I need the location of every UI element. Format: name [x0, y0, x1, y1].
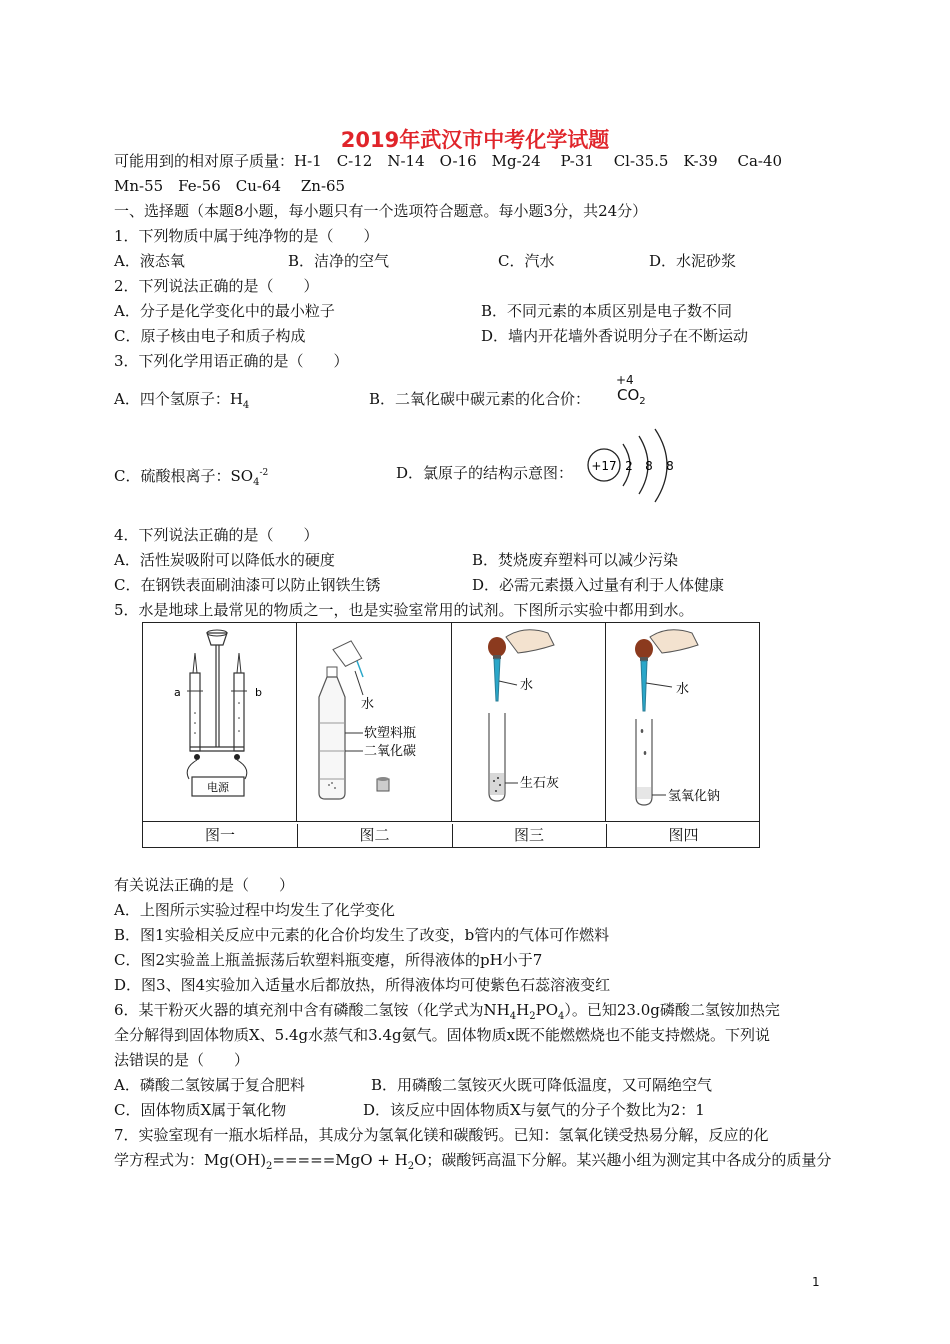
q6-mid2: PO [535, 1001, 558, 1019]
q6-mid1: H [516, 1001, 530, 1019]
q6-option-b: B．用磷酸二氢铵灭火既可降低温度，又可隔绝空气 [371, 1076, 713, 1094]
chlorine-atom-diagram [585, 428, 685, 504]
q7-line1: 7．实验室现有一瓶水垢样品，其成分为氢氧化镁和碳酸钙。已知：氢氧化镁受热易分解，反应的化 [114, 1126, 769, 1144]
q4-option-b: B．焚烧废弃塑料可以减少污染 [472, 551, 679, 569]
q3-co2-sub: 2 [639, 396, 646, 407]
fig4-solid-label: 氢氧化钠 [668, 789, 721, 804]
naoh-apparatus [606, 623, 761, 821]
q5-stem: 5．水是地球上最常见的物质之一，也是实验室常用的试剂。下图所示实验中都用到水。 [114, 601, 694, 619]
q7-line2-pre: 学方程式为：Mg(OH) [114, 1151, 267, 1169]
section-heading: 一、选择题（本题8小题，每小题只有一个选项符合题意。每小题3分，共24分） [114, 202, 648, 220]
q6-line1-post: ）。已知23.0g磷酸二氢铵加热完 [564, 1001, 780, 1019]
electrolysis-apparatus [143, 623, 297, 821]
q3-valence: +4 [616, 373, 634, 387]
q3-option-a-sub: 4 [242, 400, 250, 411]
q3-option-d: D．氯原子的结构示意图： [396, 464, 574, 482]
shell-electrons-1: 2 [625, 459, 633, 473]
q2-option-d: D．墙内开花墙外香说明分子在不断运动 [481, 327, 749, 345]
atomic-masses-line1: 可能用到的相对原子质量：H-1 C-12 N-14 O-16 Mg-24 P-31 Cl-35.5 K-39 Ca-40 [114, 152, 783, 170]
nucleus-charge: +17 [591, 459, 617, 473]
fig3-solid-label: 生石灰 [520, 776, 560, 791]
q3-option-c [114, 463, 268, 486]
q4-option-d: D．必需元素摄入过量有利于人体健康 [472, 576, 725, 594]
q3-co2-formula [617, 386, 646, 407]
q5-option-b: B．图1实验相关反应中元素的化合价均发生了改变，b管内的气体可作燃料 [114, 926, 610, 944]
q1-option-c: C．汽水 [498, 252, 555, 270]
q6-sub2: 2 [529, 1011, 536, 1022]
q6-line3: 法错误的是（ ） [114, 1051, 250, 1069]
q1-option-d: D．水泥砂浆 [649, 252, 737, 270]
q5-followup: 有关说法正确的是（ ） [114, 876, 295, 894]
q3-option-c-sub: 4 [253, 477, 260, 488]
figure-4-cell [606, 623, 761, 821]
q5-option-d: D．图3、图4实验加入适量水后都放热，所得液体均可使紫色石蕊溶液变红 [114, 976, 611, 994]
caption-fig4: 图四 [668, 826, 699, 844]
q2-option-c: C．原子核由电子和质子构成 [114, 327, 306, 345]
q6-option-d: D．该反应中固体物质X与氨气的分子个数比为2：1 [363, 1101, 705, 1119]
q6-option-c: C．固体物质X属于氧化物 [114, 1101, 287, 1119]
atomic-masses-line2: Mn-55 Fe-56 Cu-64 Zn-65 [114, 177, 346, 195]
figure-table [142, 622, 760, 848]
figure-3-cell [452, 623, 606, 821]
q2-stem: 2．下列说法正确的是（ ） [114, 277, 319, 295]
q4-option-c: C．在钢铁表面刷油漆可以防止钢铁生锈 [114, 576, 381, 594]
q3-option-a [114, 389, 249, 409]
caption-fig1: 图一 [143, 824, 298, 848]
q2-option-b: B．不同元素的本质区别是电子数不同 [481, 302, 733, 320]
shell-electrons-2: 8 [645, 459, 653, 473]
q1-stem: 1．下列物质中属于纯净物的是（ ） [114, 227, 379, 245]
q6-line1-pre: 6．某干粉灭火器的填充剂中含有磷酸二氢铵（化学式为NH [114, 1001, 510, 1019]
fig2-water-label: 水 [361, 697, 375, 712]
q7-line2 [114, 1150, 831, 1170]
q7-line2-post: O；碳酸钙高温下分解。某兴趣小组为测定其中各成分的质量分 [414, 1151, 832, 1169]
q3-option-c-sup: -2 [259, 468, 269, 478]
q6-sub1: 4 [509, 1011, 517, 1022]
q3-stem: 3．下列化学用语正确的是（ ） [114, 352, 349, 370]
q1-option-b: B．洁净的空气 [288, 252, 390, 270]
q5-option-c: C．图2实验盖上瓶盖振荡后软塑料瓶变瘪，所得液体的pH小于7 [114, 951, 543, 969]
q7-sub2: 2 [407, 1161, 415, 1172]
caption-fig3: 图三 [452, 824, 607, 848]
caption-fig2: 图二 [297, 824, 453, 848]
fig4-water-label: 水 [676, 682, 690, 697]
q7-sub1: 2 [266, 1161, 273, 1172]
q3-co2-text: CO [617, 386, 640, 404]
q2-option-a: A．分子是化学变化中的最小粒子 [114, 302, 335, 320]
figure-captions-row [143, 821, 759, 848]
tube-b-label: b [255, 686, 262, 699]
fig3-water-label: 水 [520, 678, 534, 693]
fig2-bottle-label: 软塑料瓶 [364, 726, 417, 741]
page-title: 2019年武汉市中考化学试题 [340, 128, 610, 152]
q3-option-c-text: C．硫酸根离子：SO [114, 467, 254, 485]
q4-stem: 4．下列说法正确的是（ ） [114, 526, 319, 544]
q3-option-a-text: A．四个氢原子：H [114, 390, 243, 408]
quicklime-apparatus [452, 623, 606, 821]
q6-sub3: 4 [558, 1011, 565, 1022]
page-number: 1 [812, 1275, 820, 1289]
shell-electrons-3: 8 [666, 459, 674, 473]
figure-2-cell [297, 623, 452, 821]
q4-option-a: A．活性炭吸附可以降低水的硬度 [114, 551, 335, 569]
power-label: 电源 [207, 781, 229, 794]
q6-line1 [114, 1000, 780, 1020]
q3-option-b: B．二氧化碳中碳元素的化合价： [369, 390, 591, 408]
soft-bottle-apparatus [297, 623, 452, 821]
q5-option-a: A．上图所示实验过程中均发生了化学变化 [114, 901, 395, 919]
q6-line2: 全分解得到固体物质X、5.4g水蒸气和3.4g氨气。固体物质x既不能燃燃烧也不能支持燃烧。下列说 [114, 1026, 771, 1044]
tube-a-label: a [174, 686, 181, 699]
fig2-gas-label: 二氧化碳 [364, 744, 417, 759]
q1-option-a: A．液态氧 [114, 252, 185, 270]
q6-option-a: A．磷酸二氢铵属于复合肥料 [114, 1076, 305, 1094]
figure-1-cell [143, 623, 297, 821]
q7-line2-mid: =====MgO + H [272, 1151, 408, 1169]
